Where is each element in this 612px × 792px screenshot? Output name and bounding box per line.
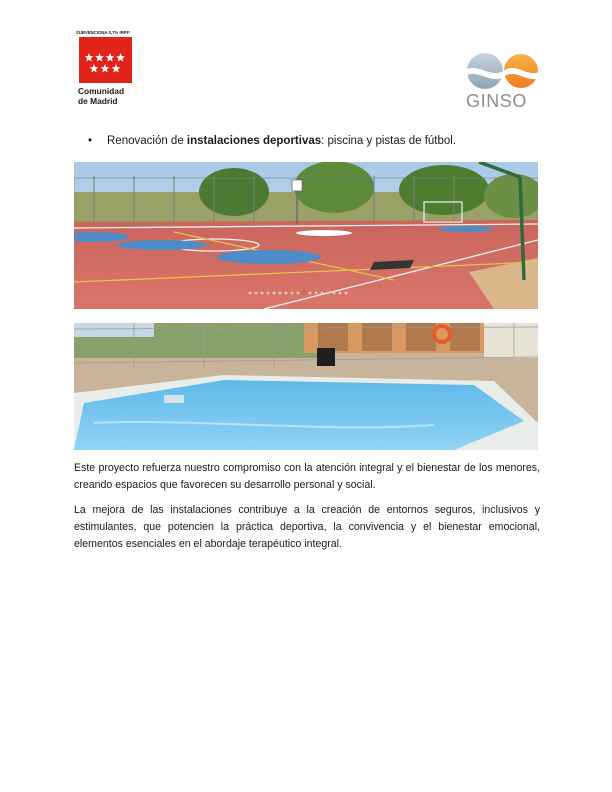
sports-court-photo (74, 162, 538, 309)
madrid-flag (79, 37, 132, 83)
paragraph-improvement: La mejora de las instalaciones contribuye a la creación de entornos seguros, inclusivos y estimulantes, que potencien la práctica deportiva, la convivencia y el bienestar emocional, elementos esenciales en el abordaje terapéutico integral. (74, 504, 540, 550)
name-line-2: de Madrid (78, 95, 118, 106)
ginso-wordmark: GINSO (466, 91, 528, 111)
comunidad-de-madrid-name (78, 87, 124, 106)
bullet-prefix: Renovación de (107, 135, 187, 147)
bullet-suffix: : piscina y pistas de fútbol. (321, 135, 457, 147)
comunidad-de-madrid-logo (76, 30, 140, 110)
ginso-logo (465, 50, 543, 112)
bullet-bold: instalaciones deportivas (186, 135, 322, 147)
bullet-marker: • (88, 135, 93, 147)
paragraph-commitment: Este proyecto refuerza nuestro compromiso con la atención integral y el bienestar de los menores, creando espacios que favorecen su desarrollo personal y social. (74, 462, 540, 491)
name-line-1: Comunidad (78, 86, 125, 96)
seven-stars-icon (79, 37, 132, 83)
bullet-text (107, 135, 456, 147)
subvencion-label: SUBVENCIONA 0,7% IRPF: (76, 30, 131, 35)
ginso-symbol-icon (465, 50, 543, 92)
swimming-pool-photo (74, 323, 538, 450)
